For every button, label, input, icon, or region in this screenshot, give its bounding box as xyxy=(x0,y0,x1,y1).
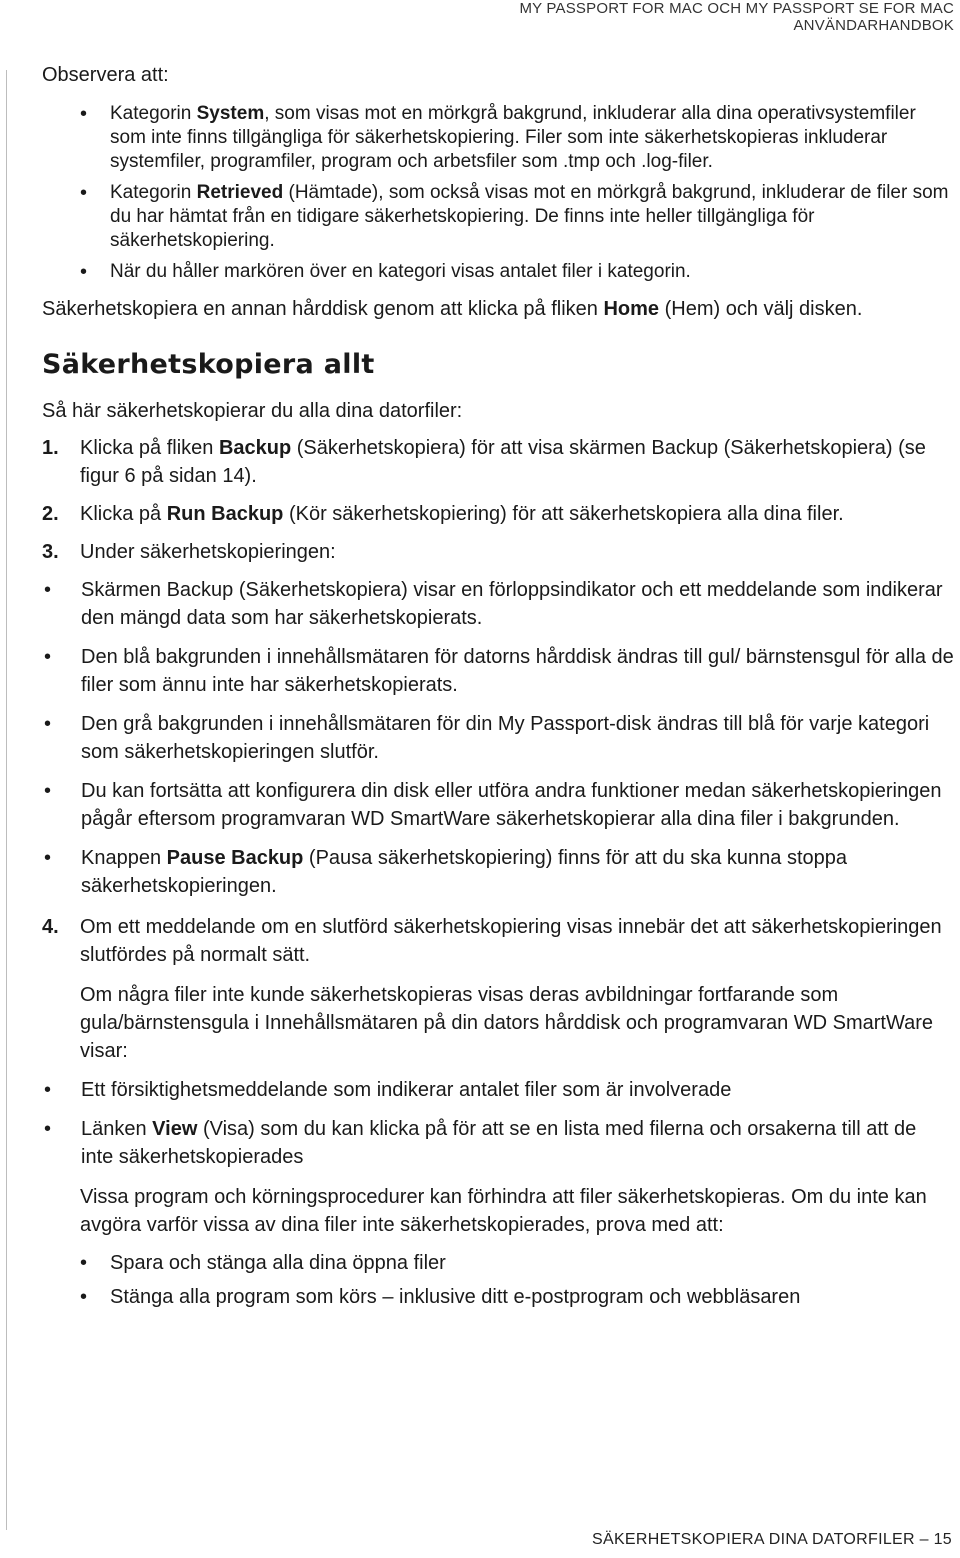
list-item: • Knappen Pause Backup (Pausa säkerhetskopiering) finns för att du ska kunna stoppa säkerhetskopieringen. xyxy=(4,844,954,900)
step-2: 2. Klicka på Run Backup (Kör säkerhetskopiering) för att säkerhetskopiera alla dina filer. xyxy=(42,500,954,528)
closing-paragraph: Vissa program och körningsprocedurer kan förhindra att filer säkerhetskopieras. Om du inte kan avgöra varför vissa av dina filer inte säkerhetskopierades, prova med att: xyxy=(80,1186,927,1236)
list-item: • Ett försiktighetsmeddelande som indikerar antalet filer som är involverade xyxy=(4,1076,954,1104)
note-block xyxy=(42,62,954,284)
page-content xyxy=(42,62,954,1311)
step-4: 4. Om ett meddelande om en slutförd säkerhetskopiering visas innebär det att säkerhetskopieringen slutfördes på normalt sätt. xyxy=(42,913,954,969)
section-intro: Så här säkerhetskopierar du alla dina datorfiler: xyxy=(42,400,463,422)
note-item-system: • Kategorin System, som visas mot en mörkgrå bakgrund, inkluderar alla dina operativsystemfiler som inte finns tillgängliga för säkerhetskopiering. Filer som inte säkerhetskopieras inkluderar systemfiler, programfiler, program och arbetsfiler som .tmp och .log-filer. xyxy=(42,102,954,174)
step-number: 4. xyxy=(42,916,59,938)
header-subtitle: ANVÄNDARHANDBOK xyxy=(793,17,954,34)
step-4-bullets xyxy=(4,1076,954,1171)
term-system: System xyxy=(196,103,265,124)
step-number: 2. xyxy=(42,503,59,525)
term-home: Home xyxy=(603,298,660,320)
term-backup: Backup xyxy=(218,437,292,459)
page-footer xyxy=(500,1530,952,1550)
step-1: 1. Klicka på fliken Backup (Säkerhetskopiera) för att visa skärmen Backup (Säkerhetskopiera) (se figur 6 på sidan 14). xyxy=(42,434,954,490)
list-item: • Den grå bakgrunden i innehållsmätaren för din My Passport-disk ändras till blå för varje kategori som säkerhetskopieringen slutför. xyxy=(4,710,954,766)
steps-list xyxy=(42,434,954,566)
page-header xyxy=(314,0,954,34)
note-list xyxy=(42,102,954,284)
home-paragraph: Säkerhetskopiera en annan hårddisk genom att klicka på fliken Home (Hem) och välj disken. xyxy=(42,298,863,320)
closing-bullets xyxy=(42,1249,954,1311)
note-title: Observera att: xyxy=(42,64,169,86)
term-pause-backup: Pause Backup xyxy=(166,847,304,869)
note-item-retrieved: • Kategorin Retrieved (Hämtade), som också visas mot en mörkgrå bakgrund, inkluderar de filer som du har hämtat från en tidigare säkerhetskopiering. De finns inte heller tillgängliga för säkerhetskopiering. xyxy=(42,181,954,253)
step-4-paragraph: Om några filer inte kunde säkerhetskopieras visas deras avbildningar fortfarande som gula/bärnstensgula i Innehållsmätaren på din dators hårddisk och programvaran WD SmartWare visar: xyxy=(80,984,934,1062)
step-number: 1. xyxy=(42,437,59,459)
list-item: • Stänga alla program som körs – inklusive ditt e-postprogram och webbläsaren xyxy=(42,1283,954,1311)
term-retrieved: Retrieved xyxy=(196,182,284,203)
term-view: View xyxy=(152,1118,198,1140)
term-run-backup: Run Backup xyxy=(166,503,284,525)
list-item: • Du kan fortsätta att konfigurera din disk eller utföra andra funktioner medan säkerhetskopieringen pågår eftersom programvaran WD SmartWare säkerhetskopierar alla dina filer i bakgrunden. xyxy=(4,777,954,833)
step-3-bullets xyxy=(4,576,954,900)
list-item: • Den blå bakgrunden i innehållsmätaren för datorns hårddisk ändras till gul/ bärnstensgul för alla de filer som ännu inte har säkerhetskopierats. xyxy=(4,643,954,699)
footer-section: SÄKERHETSKOPIERA DINA DATORFILER xyxy=(592,1531,915,1548)
section-title: Säkerhetskopiera allt xyxy=(42,349,375,380)
footer-separator: – xyxy=(919,1531,929,1548)
note-item-hover: • När du håller markören över en kategori visas antalet filer i kategorin. xyxy=(42,260,954,284)
list-item: • Länken View (Visa) som du kan klicka på för att se en lista med filerna och orsakerna till att de inte säkerhetskopierades xyxy=(4,1115,954,1171)
step-number: 3. xyxy=(42,541,59,563)
page-number: 15 xyxy=(933,1531,952,1548)
header-title: MY PASSPORT FOR MAC OCH MY PASSPORT SE FOR MAC xyxy=(519,0,954,17)
step-3: 3. Under säkerhetskopieringen: xyxy=(42,538,954,566)
list-item: • Skärmen Backup (Säkerhetskopiera) visar en förloppsindikator och ett meddelande som indikerar den mängd data som har säkerhetskopierats. xyxy=(4,576,954,632)
list-item: • Spara och stänga alla dina öppna filer xyxy=(42,1249,954,1277)
steps-list-continued xyxy=(42,913,954,969)
